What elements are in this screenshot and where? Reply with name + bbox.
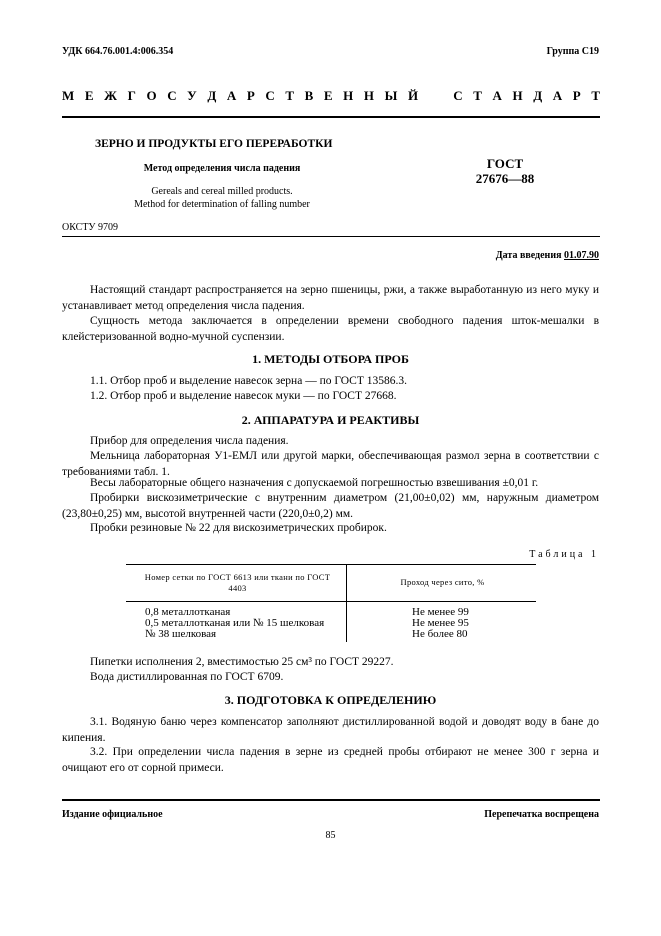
banner-letter: В [304,88,314,103]
section-2-paragraph-6: Пипетки исполнения 2, вместимостью 25 см³ по ГОСТ 29227. [90,656,394,668]
banner-letter: Р [572,88,581,103]
footer-edition: Издание официальное [62,809,163,820]
banner-letter: Н [512,88,523,103]
banner-letter: Г [127,88,136,103]
gost-number: 27676—88 [475,171,535,186]
intro-paragraph-2: Сущность метода заключается в определении времени свободного падения шток-мешалки в клейстеризованной водно-мучной суспензии. [62,315,599,343]
banner-letter: Н [363,88,375,103]
gost-label: ГОСТ [486,156,524,171]
table-row-1-pass: Не менее 99 [412,606,469,618]
banner-letter: Н [343,88,354,103]
banner-letter: Т [473,88,482,103]
section-1-item-2: 1.2. Отбор проб и выделение навесок муки — по ГОСТ 27668. [90,390,397,402]
okstu-code: ОКСТУ 9709 [62,222,119,233]
table-col2-header: Проход через сито, % [400,577,485,587]
table-col1-header: Номер сетки по ГОСТ 6613 или ткани по ГОСТ 4403 [144,572,331,593]
english-title-line1: Gereals and cereal milled products. [151,186,293,197]
section-2-paragraph-3: Весы лабораторные общего назначения с допускаемой погрешностью взвешивания ±0,01 г. [90,477,539,489]
table-row-1-sieve: 0,8 металлотканая [145,606,231,618]
banner-letter: М [62,88,75,103]
banner-letter: С [167,88,177,103]
page-number: 85 [325,830,336,841]
banner-letter: У [187,88,197,103]
banner-letter: Д [207,88,217,103]
udc-code: УДК 664.76.001.4:006.354 [62,46,174,57]
banner-letter: Е [323,88,333,103]
banner-letter: А [226,88,237,103]
table-row-3-pass: Не более 80 [412,628,468,640]
section-2-paragraph-5: Пробки резиновые № 22 для вискозиметрических пробирок. [90,522,387,534]
section-2-paragraph-4: Пробирки вискозиметрические с внутренним диаметром (21,00±0,02) мм, наружным диаметром (23,80±0,25) мм, высотой внутренней части (220,0±0,2) мм. [62,492,599,520]
english-title-line2: Method for determination of falling number [134,199,310,210]
banner-letter: Р [246,88,255,103]
banner-rule [62,116,600,118]
banner-letter: Д [533,88,543,103]
standard-title: ЗЕРНО И ПРОДУКТЫ ЕГО ПЕРЕРАБОТКИ [95,138,333,150]
footer-reprint-notice: Перепечатка воспрещена [484,809,599,820]
section-2-paragraph-1: Прибор для определения числа падения. [90,435,289,447]
section-3-heading: 3. ПОДГОТОВКА К ОПРЕДЕЛЕНИЮ [224,693,437,707]
banner-letter: Т [591,88,600,103]
table-row-3-sieve: № 38 шелковая [145,628,217,640]
effective-date-value: 01.07.90 [564,250,599,261]
footer-rule [62,799,600,801]
section-2-paragraph-2: Мельница лабораторная У1-ЕМЛ или другой марки, обеспечивающая размол зерна в соответствии с требованиями табл. 1. [62,450,599,478]
banner-letter: О [146,88,157,103]
table-top-rule [126,564,536,565]
effective-date [496,250,599,261]
banner-letter: С [265,88,275,103]
effective-date-label: Дата введения [495,250,562,261]
standard-banner [62,88,600,104]
table-1-caption: Таблица 1 [529,549,599,560]
table-row-2-pass: Не менее 95 [412,617,469,629]
section-3-paragraph-2: 3.2. При определении числа падения в зерне из средней пробы отбирают не менее 300 г зерна и очищают его от сорной примеси. [62,746,599,774]
banner-letter: С [453,88,463,103]
banner-letter: А [552,88,563,103]
banner-letter: Ы [384,88,398,103]
group-code: Группа С19 [546,46,599,57]
intro-paragraph-1: Настоящий стандарт распространяется на зерно пшеницы, ржи, а также выработанную из него муку и устанавливает метод определения числа падения. [62,284,599,312]
section-3-paragraph-1: 3.1. Водяную баню через компенсатор заполняют дистиллированной водой и доводят воду в бане до кипения. [62,716,599,744]
section-1-heading: 1. МЕТОДЫ ОТБОРА ПРОБ [252,352,409,366]
banner-letter: А [492,88,502,103]
table-column-divider [346,564,347,642]
title-rule [62,236,600,237]
section-2-heading: 2. АППАРАТУРА И РЕАКТИВЫ [241,413,420,427]
standard-subtitle: Метод определения числа падения [143,163,301,174]
banner-letter: Ж [104,88,117,103]
section-2-paragraph-7: Вода дистиллированная по ГОСТ 6709. [90,671,284,683]
banner-letter: Т [285,88,295,103]
section-1-item-1: 1.1. Отбор проб и выделение навесок зерна — по ГОСТ 13586.3. [90,375,407,387]
banner-letter: Е [84,88,94,103]
banner-letter: Й [407,88,419,103]
table-header-rule [126,601,536,602]
table-row-2-sieve: 0,5 металлотканая или № 15 шелковая [145,617,325,629]
